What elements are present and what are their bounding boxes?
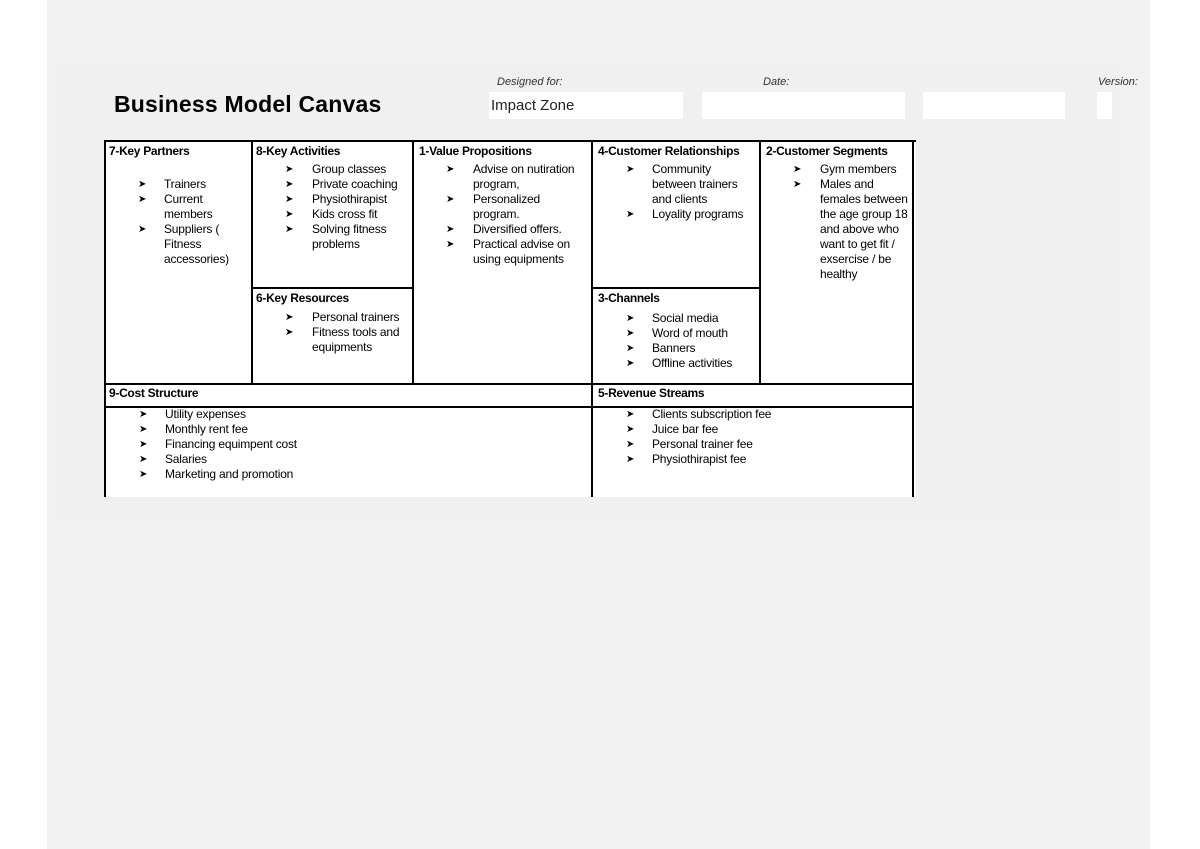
channels-block [593,289,759,383]
arrow-bullet-icon: ➤ [446,194,455,205]
customer-relationships-list [626,162,755,222]
arrow-bullet-icon: ➤ [626,409,635,420]
list-item: ➤ Juice bar fee [626,422,719,436]
key-partners-list [138,177,247,267]
page-title: Business Model Canvas [114,91,382,117]
cost-structure-title: 9-Cost Structure [109,386,199,400]
list-item: ➤ Males and females between the age group 18 and above who want to get fit / exsercise / be healthy [793,177,908,281]
list-item: ➤ Kids cross fit [285,207,378,221]
customer-segments-block [761,142,912,383]
arrow-bullet-icon: ➤ [793,164,802,175]
key-resources-title: 6-Key Resources [256,291,349,305]
customer-segments-title: 2-Customer Segments [766,144,888,158]
arrow-bullet-icon: ➤ [138,224,147,235]
list-item: ➤ Personalized program. [446,192,540,221]
list-item: ➤ Clients subscription fee [626,407,772,421]
key-activities-title: 8-Key Activities [256,144,341,158]
list-item: ➤ Banners [626,341,696,355]
arrow-bullet-icon: ➤ [139,424,148,435]
list-item: ➤ Financing equimpent cost [139,437,297,451]
arrow-bullet-icon: ➤ [446,224,455,235]
arrow-bullet-icon: ➤ [626,343,635,354]
list-item: ➤ Physiothirapist fee [626,452,747,466]
arrow-bullet-icon: ➤ [285,194,294,205]
arrow-bullet-icon: ➤ [139,469,148,480]
revenue-streams-block [593,385,912,497]
list-item: ➤ Offline activities [626,356,733,370]
grid-line [912,142,914,497]
list-item: ➤ Personal trainer fee [626,437,753,451]
date-field-extra[interactable] [923,92,1065,119]
value-propositions-list [446,162,589,267]
cost-structure-list [139,407,587,482]
key-partners-title: 7-Key Partners [109,144,190,158]
list-item: ➤ Word of mouth [626,326,728,340]
customer-segments-list [793,162,908,282]
revenue-streams-list [626,407,908,467]
value-propositions-title: 1-Value Propositions [419,144,532,158]
list-item: ➤ Community between trainers and clients [626,162,738,206]
arrow-bullet-icon: ➤ [626,424,635,435]
list-item: ➤ Salaries [139,452,207,466]
arrow-bullet-icon: ➤ [793,179,802,190]
version-label: Version: [1098,76,1138,88]
customer-relationships-block [593,142,759,287]
date-field[interactable] [702,92,905,119]
arrow-bullet-icon: ➤ [285,224,294,235]
arrow-bullet-icon: ➤ [626,164,635,175]
arrow-bullet-icon: ➤ [139,439,148,450]
list-item: ➤ Practical advise on using equipments [446,237,570,266]
list-item: ➤ Trainers [138,177,206,191]
arrow-bullet-icon: ➤ [138,194,147,205]
channels-title: 3-Channels [598,291,660,305]
customer-relationships-title: 4-Customer Relationships [598,144,740,158]
arrow-bullet-icon: ➤ [139,409,148,420]
list-item: ➤ Physiothirapist [285,192,388,206]
list-item: ➤ Advise on nutiration program, [446,162,575,191]
value-propositions-block [414,142,591,383]
arrow-bullet-icon: ➤ [626,358,635,369]
arrow-bullet-icon: ➤ [626,454,635,465]
key-partners-block [106,142,251,383]
list-item: ➤ Group classes [285,162,387,176]
arrow-bullet-icon: ➤ [138,179,147,190]
arrow-bullet-icon: ➤ [285,209,294,220]
list-item: ➤ Private coaching [285,177,398,191]
arrow-bullet-icon: ➤ [446,239,455,250]
version-field[interactable] [1097,92,1112,119]
list-item: ➤ Loyality programs [626,207,744,221]
arrow-bullet-icon: ➤ [626,328,635,339]
arrow-bullet-icon: ➤ [626,439,635,450]
list-item: ➤ Monthly rent fee [139,422,248,436]
designed-for-label: Designed for: [497,76,563,88]
arrow-bullet-icon: ➤ [285,312,294,323]
designed-for-field[interactable]: Impact Zone [489,92,683,119]
list-item: ➤ Solving fitness problems [285,222,387,251]
key-activities-block [253,142,412,287]
list-item: ➤ Personal trainers [285,310,400,324]
arrow-bullet-icon: ➤ [446,164,455,175]
list-item: ➤ Diversified offers. [446,222,562,236]
arrow-bullet-icon: ➤ [626,209,635,220]
list-item: ➤ Current members [138,192,213,221]
key-resources-list [285,310,408,355]
list-item: ➤ Social media [626,311,719,325]
arrow-bullet-icon: ➤ [285,164,294,175]
arrow-bullet-icon: ➤ [285,179,294,190]
list-item: ➤ Marketing and promotion [139,467,294,481]
channels-list [626,311,755,371]
arrow-bullet-icon: ➤ [285,327,294,338]
arrow-bullet-icon: ➤ [139,454,148,465]
list-item: ➤ Gym members [793,162,897,176]
list-item: ➤ Fitness tools and equipments [285,325,400,354]
key-activities-list [285,162,408,252]
list-item: ➤ Suppliers ( Fitness accessories) [138,222,229,266]
revenue-streams-title: 5-Revenue Streams [598,386,705,400]
business-model-canvas [104,140,916,497]
cost-structure-block [106,385,591,497]
date-label: Date: [763,76,790,88]
list-item: ➤ Utility expenses [139,407,246,421]
key-resources-block [253,289,412,383]
arrow-bullet-icon: ➤ [626,313,635,324]
